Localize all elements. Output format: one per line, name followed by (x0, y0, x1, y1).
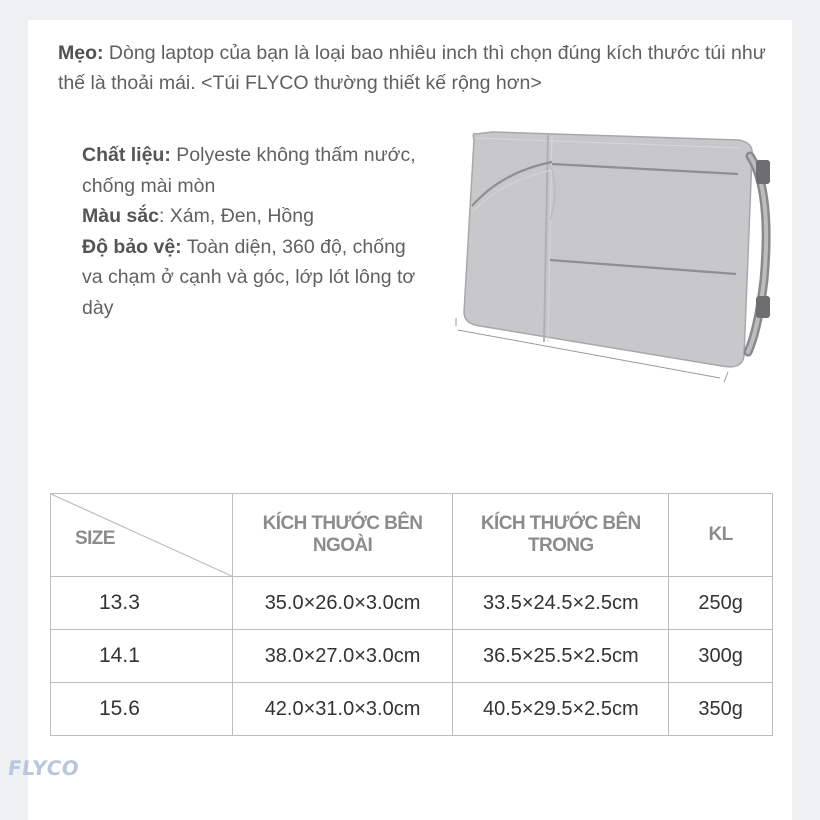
spec-list (82, 140, 422, 323)
size-cell: 15.6 (51, 683, 233, 736)
color-spec (82, 201, 422, 232)
table-row (51, 630, 773, 683)
inner-size-cell: 36.5×25.5×2.5cm (453, 630, 669, 683)
protection-label: Độ bảo vệ: (82, 235, 182, 258)
size-cell: 13.3 (51, 577, 233, 630)
material-spec (82, 140, 422, 201)
outer-size-header: KÍCH THƯỚC BÊN NGOÀI (232, 494, 453, 577)
inner-size-cell: 40.5×29.5×2.5cm (453, 683, 669, 736)
laptop-sleeve-image (452, 120, 788, 388)
size-header (51, 494, 233, 577)
inner-size-cell: 33.5×24.5×2.5cm (453, 577, 669, 630)
header-diagonal (51, 494, 232, 576)
tip-paragraph (58, 38, 798, 98)
tip-label: Mẹo: (58, 42, 104, 64)
size-cell: 14.1 (51, 630, 233, 683)
weight-cell: 300g (669, 630, 773, 683)
outer-size-cell: 35.0×26.0×3.0cm (232, 577, 453, 630)
weight-cell: 350g (669, 683, 773, 736)
tip-text: Dòng laptop của bạn là loại bao nhiêu inch thì chọn đúng kích thước túi như thế là thoải mái. <Túi FLYCO thường thiết kế rộng hơn> (58, 42, 766, 94)
protection-value: Toàn diện, 360 độ, chống va chạm ở cạnh và góc, lớp lót lông tơ dày (82, 235, 416, 319)
table-row (51, 577, 773, 630)
outer-size-cell: 42.0×31.0×3.0cm (232, 683, 453, 736)
weight-header: KL (669, 494, 773, 577)
flyco-logo: FLYCO (6, 756, 81, 780)
color-value: : Xám, Đen, Hồng (158, 205, 314, 227)
weight-cell: 250g (669, 577, 773, 630)
size-header-label: SIZE (75, 528, 115, 549)
table-header-row (51, 494, 773, 577)
protection-spec (82, 232, 422, 324)
material-value: Polyeste không thấm nước, chống mài mòn (82, 144, 416, 197)
table-row (51, 683, 773, 736)
color-label: Màu sắc (82, 205, 159, 227)
size-table (50, 493, 773, 736)
inner-size-header: KÍCH THƯỚC BÊN TRONG (453, 494, 669, 577)
outer-size-cell: 38.0×27.0×3.0cm (232, 630, 453, 683)
material-label: Chất liệu: (82, 144, 171, 166)
